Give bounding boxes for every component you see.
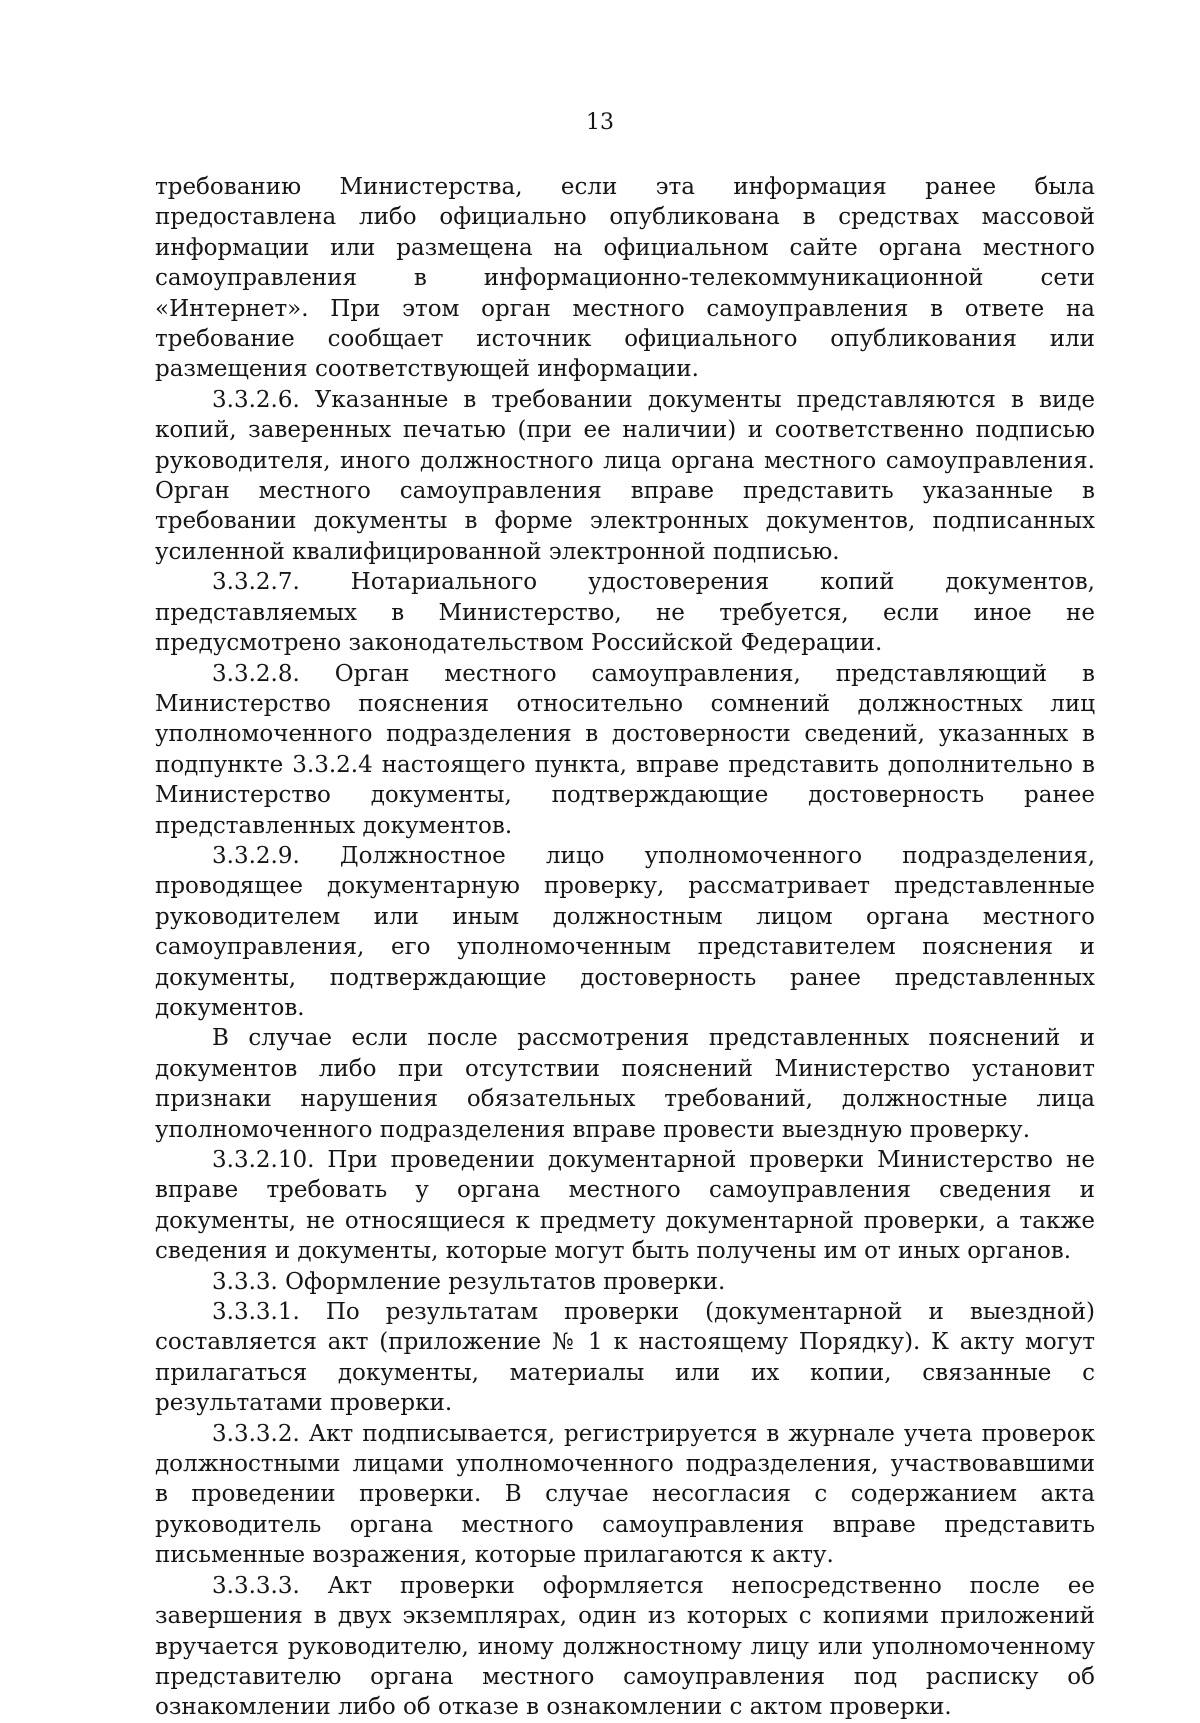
paragraph-3-3-2-8: 3.3.2.8. Орган местного самоуправления, представляющий в Министерство пояснения относительно сомнений должностных лиц уполномоченного подразделения в достоверности сведений, указанных в подпункте 3.3.2.4 настоящего пункта, вправе представить дополнительно в Министерство документы, подтверждающие достоверность ранее представленных документов. (155, 660, 1095, 839)
paragraph-3-3-3-3: 3.3.3.3. Акт проверки оформляется непосредственно после ее завершения в двух экземплярах, один из которых с копиями приложений вручается руководителю, иному должностному лицу или уполномоченному представителю органа местного самоуправления под расписку об ознакомлении либо об отказе в ознакомлении с актом проверки. (155, 1572, 1095, 1721)
paragraph-3-3-3-2: 3.3.3.2. Акт подписывается, регистрируется в журнале учета проверок должностными лицами уполномоченного подразделения, участвовавшими в проведении проверки. В случае несогласия с содержанием акта руководитель органа местного самоуправления вправе представить письменные возражения, которые прилагаются к акту. (155, 1420, 1095, 1569)
paragraph-3-3-3: 3.3.3. Оформление результатов проверки. (212, 1268, 726, 1295)
paragraph-3-3-2-9: 3.3.2.9. Должностное лицо уполномоченного подразделения, проводящее документарную проверку, рассматривает представленные руководителем или иным должностным лицом органа местного самоуправления, его уполномоченным представителем пояснения и документы, подтверждающие достоверность ранее представленных документов. (155, 842, 1095, 1021)
paragraph-continuation: требованию Министерства, если эта информация ранее была предоставлена либо официально опубликована в средствах массовой информации или размещена на официальном сайте органа местного самоуправления в информационно-телекоммуникационной сети «Интернет». При этом орган местного самоуправления в ответе на требование сообщает источник официального опубликования или размещения соответствующей информации. (155, 174, 1095, 383)
paragraph-3-3-2-7: 3.3.2.7. Нотариального удостоверения копий документов, представляемых в Министерство, не требуется, если иное не предусмотрено законодательством Российской Федерации. (155, 569, 1095, 657)
paragraph-3-3-2-6: 3.3.2.6. Указанные в требовании документы представляются в виде копий, заверенных печатью (при ее наличии) и соответственно подписью руководителя, иного должностного лица органа местного самоуправления. Орган местного самоуправления вправе представить указанные в требовании документы в форме электронных документов, подписанных усиленной квалифицированной электронной подписью. (155, 386, 1095, 565)
paragraph-3-3-2-9-continued: В случае если после рассмотрения представленных пояснений и документов либо при отсутствии пояснений Министерство установит признаки нарушения обязательных требований, должностные лица уполномоченного подразделения вправе провести выездную проверку. (155, 1025, 1095, 1143)
document-body (155, 172, 1095, 1723)
paragraph-3-3-3-1: 3.3.3.1. По результатам проверки (документарной и выездной) составляется акт (приложение № 1 к настоящему Порядку). К акту могут прилагаться документы, материалы или их копии, связанные с результатами проверки. (155, 1299, 1095, 1417)
paragraph-3-3-2-10: 3.3.2.10. При проведении документарной проверки Министерство не вправе требовать у органа местного самоуправления сведения и документы, не относящиеся к предмету документарной проверки, а также сведения и документы, которые могут быть получены им от иных органов. (155, 1147, 1095, 1265)
page-number: 13 (586, 110, 614, 135)
